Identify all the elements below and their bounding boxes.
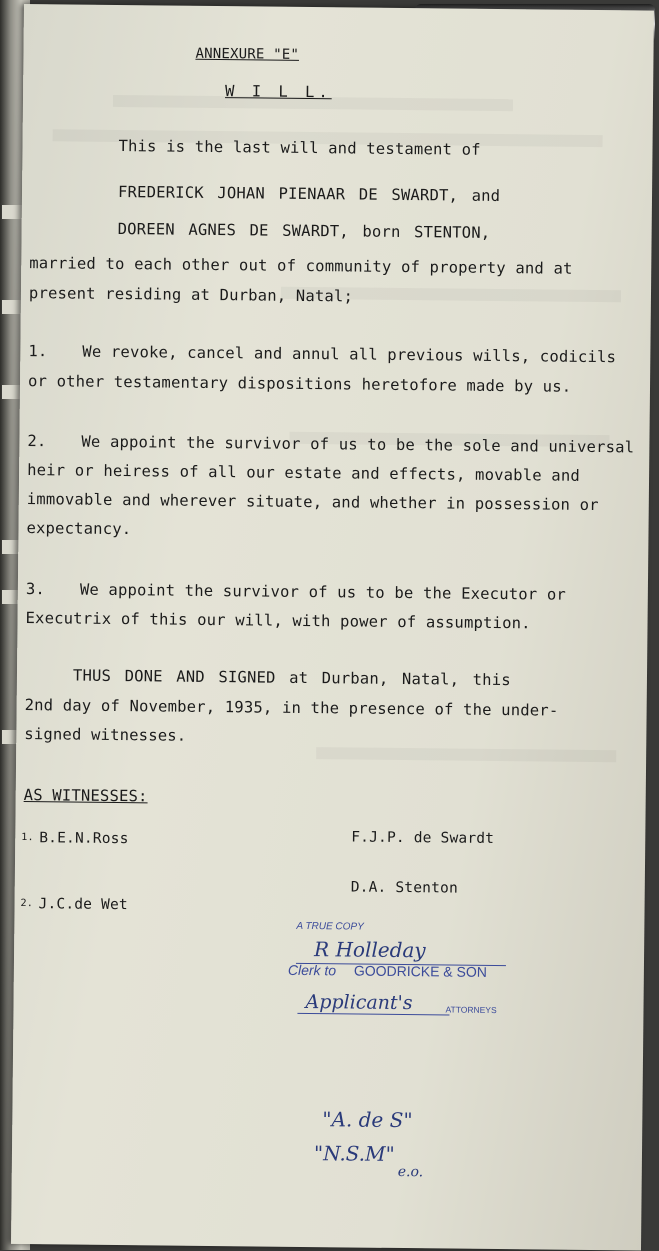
attorneys-label: ATTORNEYS <box>445 1004 497 1016</box>
bleed-through <box>316 747 616 762</box>
attestation-line: signed witnesses. <box>24 725 187 745</box>
clause-number: 1. <box>28 342 48 361</box>
clause-line: We appoint the survivor of us to be the sole and universal <box>81 432 635 457</box>
annexure-label: ANNEXURE "E" <box>195 45 300 63</box>
handwritten-initials: e.o. <box>397 1163 424 1181</box>
clerk-signature: R Holleday <box>313 937 426 963</box>
witness-name: J.C.de Wet <box>38 896 128 914</box>
clause-line: We appoint the survivor of us to be the Executor or <box>79 580 567 604</box>
applicant-handwriting: Applicant's <box>305 991 413 1015</box>
clause-line: or other testamentary dispositions heretofore made by us. <box>27 372 572 396</box>
clause-line: heir or heiress of all our estate and effects, movable and <box>27 461 581 485</box>
testator-name-1: FREDERICK JOHAN PIENAAR DE SWARDT, and <box>117 182 501 205</box>
witness-number: 2. <box>20 898 34 910</box>
clause-line: We revoke, cancel and annul all previous wills, codicils <box>82 342 617 367</box>
intro-continuation: present residing at Durban, Natal; <box>28 284 354 306</box>
will-title: W I L L. <box>225 82 332 102</box>
clause-number: 3. <box>25 580 46 599</box>
testator-name-2: DOREEN AGNES DE SWARDT, born STENTON, <box>117 219 491 242</box>
clerk-to-label: Clerk to <box>287 961 337 979</box>
attorneys-line <box>297 1013 449 1016</box>
clause-number: 2. <box>27 432 47 451</box>
clause-line: immovable and wherever situate, and whether in possession or <box>26 490 599 515</box>
firm-name: GOODRICKE & SON <box>353 962 488 980</box>
will-page <box>11 4 654 1251</box>
clause-line: Executrix of this our will, with power of assumption. <box>25 609 531 633</box>
witness-number: 1. <box>21 832 34 844</box>
attestation-line: 2nd day of November, 1935, in the presence of the under- <box>24 696 559 720</box>
witness-name: B.E.N.Ross <box>39 830 129 848</box>
intro-line: This is the last will and testament of <box>118 136 481 159</box>
clause-line: expectancy. <box>26 519 132 539</box>
handwritten-note: "A. de S" <box>322 1107 413 1133</box>
testator-signature: D.A. Stenton <box>350 879 459 897</box>
intro-continuation: married to each other out of community of property and at <box>29 254 573 278</box>
witnesses-heading: AS WITNESSES: <box>23 786 148 806</box>
binder-tab <box>2 300 22 314</box>
attestation-line: THUS DONE AND SIGNED at Durban, Natal, this <box>72 666 511 690</box>
testator-signature: F.J.P. de Swardt <box>351 829 495 847</box>
binder-tab <box>2 205 22 219</box>
handwritten-note: "N.S.M" <box>313 1141 395 1166</box>
true-copy-stamp: A TRUE COPY <box>296 920 364 933</box>
